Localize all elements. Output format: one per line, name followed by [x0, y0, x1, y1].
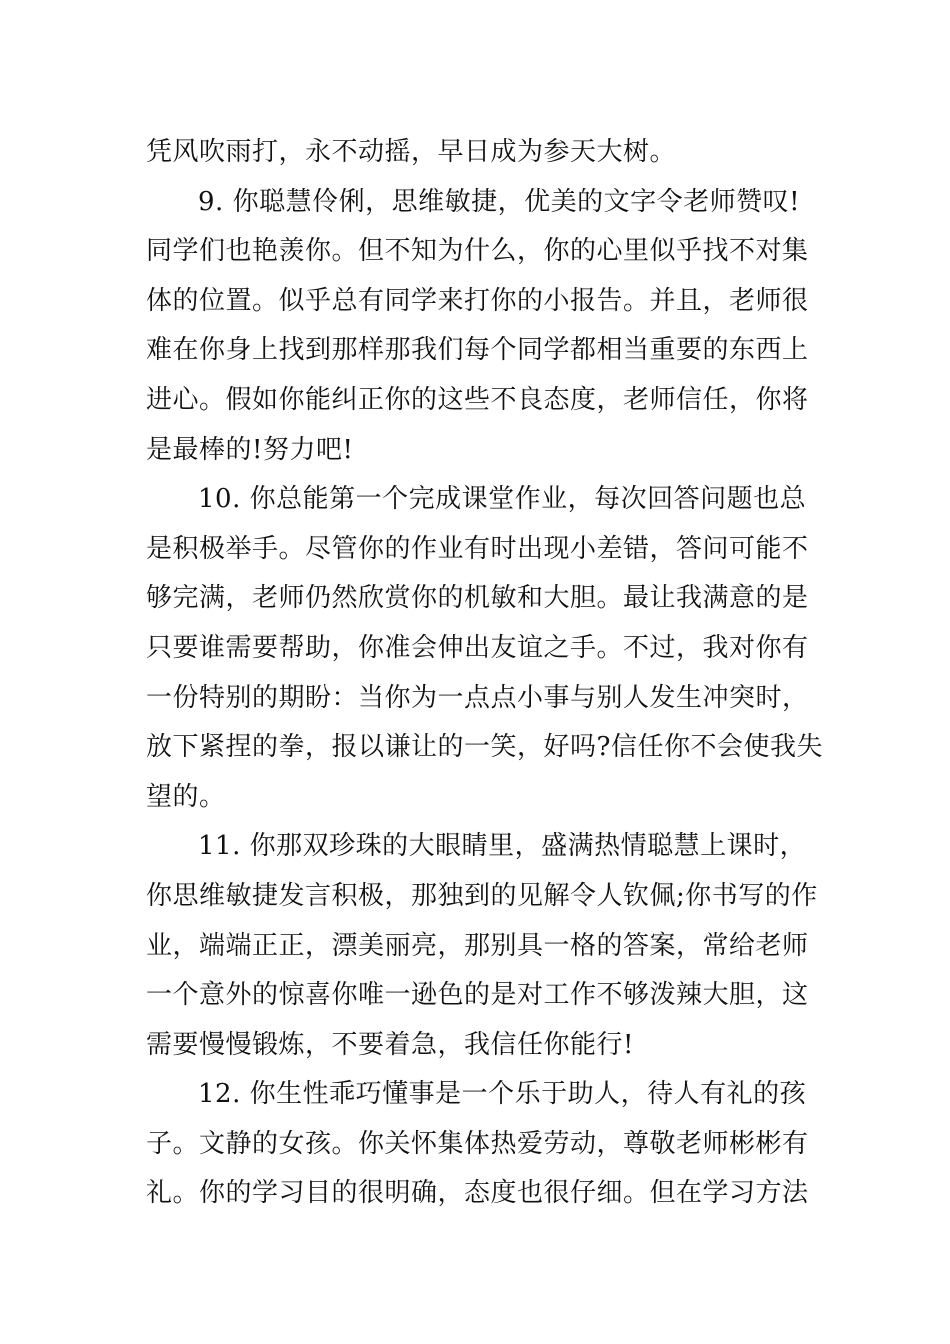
text-line: 同学们也艳羡你。但不知为什么，你的心里似乎找不对集	[146, 236, 809, 267]
text-line: 望的。	[146, 781, 226, 812]
text-line: 是积极举手。尽管你的作业有时出现小差错，答问可能不	[146, 533, 809, 564]
text-line: 进心。假如你能纠正你的这些不良态度，老师信任，你将	[146, 384, 809, 415]
text-line: 只要谁需要帮助，你准会伸出友谊之手。不过，我对你有	[146, 632, 809, 663]
paragraph-11-start: 11. 你那双珍珠的大眼睛里，盛满热情聪慧上课时，	[198, 831, 807, 862]
paragraph-9-start: 9. 你聪慧伶俐，思维敏捷，优美的文字令老师赞叹!	[198, 186, 801, 217]
text-line: 业，端端正正，漂美丽亮，那别具一格的答案，常给老师	[146, 930, 809, 961]
text-line: 一个意外的惊喜你唯一逊色的是对工作不够泼辣大胆，这	[146, 980, 809, 1011]
text-line: 你思维敏捷发言积极，那独到的见解令人钦佩;你书写的作	[146, 880, 818, 911]
paragraph-10-start: 10. 你总能第一个完成课堂作业，每次回答问题也总	[198, 484, 807, 515]
text-line: 放下紧捏的拳，报以谦让的一笑，好吗?信任你不会使我失	[146, 732, 823, 763]
text-line: 需要慢慢锻炼，不要着急，我信任你能行!	[146, 1029, 634, 1060]
text-line: 难在你身上找到那样那我们每个同学都相当重要的东西上	[146, 335, 809, 366]
text-line: 够完满，老师仍然欣赏你的机敏和大胆。最让我满意的是	[146, 583, 809, 614]
text-line: 一份特别的期盼：当你为一点点小事与别人发生冲突时，	[146, 682, 809, 713]
text-line: 凭风吹雨打，永不动摇，早日成为参天大树。	[146, 137, 677, 167]
paragraph-12-start: 12. 你生性乖巧懂事是一个乐于助人，待人有礼的孩	[198, 1079, 807, 1110]
text-line: 是最棒的!努力吧!	[146, 434, 354, 465]
text-line: 礼。你的学习目的很明确，态度也很仔细。但在学习方法	[146, 1178, 809, 1209]
text-line: 子。文静的女孩。你关怀集体热爱劳动，尊敬老师彬彬有	[146, 1128, 809, 1159]
text-line: 体的位置。似乎总有同学来打你的小报告。并且，老师很	[146, 285, 809, 316]
document-body	[146, 128, 823, 1219]
